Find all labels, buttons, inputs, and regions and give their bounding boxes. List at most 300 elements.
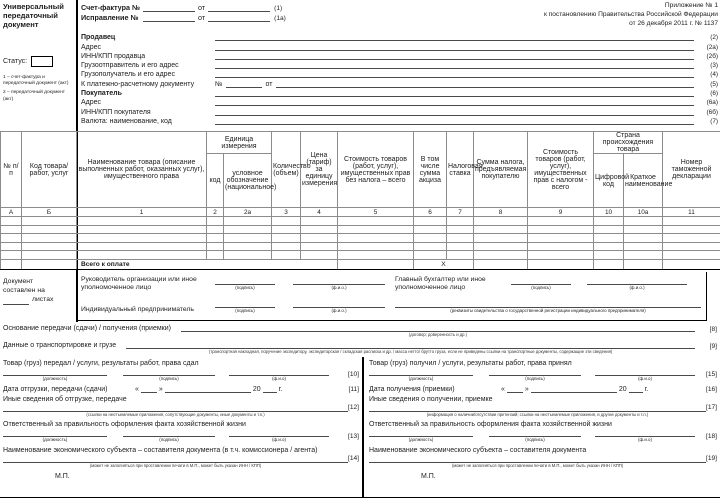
receiver-sign-block (489, 368, 581, 382)
empty-cell[interactable] (272, 225, 301, 234)
receiver-resp-position-caption: (должность) (408, 437, 434, 443)
buyer-inn-row (81, 106, 718, 115)
invoice-number-row (81, 3, 323, 12)
empty-cell[interactable] (447, 217, 474, 226)
receiver-signature-caption: (подпись) (525, 376, 545, 381)
empty-cell[interactable] (528, 225, 594, 234)
shipper-resp-position-block (3, 429, 107, 443)
entrepreneur-signature-field[interactable] (215, 299, 275, 308)
index-a: А (1, 208, 22, 217)
head-name-field[interactable] (293, 276, 385, 285)
head-name-caption: (ф.и.о.) (331, 285, 347, 291)
empty-cell[interactable] (77, 217, 207, 226)
empty-cell[interactable] (594, 217, 624, 226)
shipping-day-field[interactable] (141, 386, 157, 393)
empty-cell[interactable] (301, 251, 338, 260)
empty-cell[interactable] (207, 251, 224, 260)
empty-cell[interactable] (301, 217, 338, 226)
accountant-name-caption: (ф.и.о.) (629, 285, 645, 291)
date-century: 20 (618, 386, 627, 394)
date-year-suffix: г. (644, 386, 649, 394)
payment-doc-row (81, 78, 718, 87)
empty-cell[interactable] (474, 242, 528, 251)
col-header-tax-amount: Сумма налога, предъявляемая покупателю (474, 132, 528, 208)
empty-cell[interactable] (22, 217, 77, 226)
sheets-line-3: листах (32, 296, 54, 304)
empty-cell[interactable] (207, 234, 224, 243)
index-6: 6 (414, 208, 447, 217)
status-row (3, 56, 74, 67)
empty-cell[interactable] (77, 234, 207, 243)
empty-cell[interactable] (414, 217, 447, 226)
shipper-resp-position-caption: (должность) (42, 437, 68, 443)
shipping-other-label: Иные сведения об отгрузке, передаче (3, 396, 127, 404)
head-name-block (293, 276, 385, 291)
receiver-stamp-label: М.П. (421, 472, 436, 480)
empty-cell[interactable] (624, 251, 663, 260)
total-cell-11 (663, 259, 720, 269)
empty-cell[interactable] (22, 234, 77, 243)
receiving-other-label: Иные сведения о получении, приемке (369, 396, 493, 404)
receiving-day-field[interactable] (507, 386, 523, 393)
currency-label: Валюта: наименование, код (81, 117, 172, 125)
receiver-entity-ref: [19] (706, 454, 717, 462)
goods-received-ref: [15] (706, 371, 717, 379)
table-empty-row (1, 217, 720, 226)
seller-inn-ref: (2б) (706, 52, 718, 60)
empty-cell[interactable] (301, 225, 338, 234)
shipper-signature-field[interactable] (123, 368, 215, 376)
empty-cell[interactable] (624, 225, 663, 234)
empty-cell[interactable] (594, 251, 624, 260)
accountant-label: Главный бухгалтер или иное уполномоченное лицо (395, 276, 486, 291)
correction-date-field[interactable] (208, 15, 270, 22)
col-header-unit-code: код (207, 154, 224, 208)
consignor-row (81, 60, 718, 69)
entrepreneur-signature-caption: (подпись) (235, 308, 255, 313)
index-1: 1 (77, 208, 207, 217)
status-label: Статус: (3, 57, 28, 65)
appendix-line-1: Приложение № 1 (664, 2, 718, 9)
col-header-amount-no-tax: Стоимость товаров (работ, услуг), имущественных прав без налога – всего (338, 132, 414, 208)
sheets-note (3, 277, 75, 305)
empty-cell[interactable] (224, 242, 272, 251)
sheets-count-field[interactable] (3, 298, 29, 305)
accountant-name-block (587, 276, 687, 291)
index-9: 9 (528, 208, 594, 217)
empty-cell[interactable] (528, 217, 594, 226)
empty-cell[interactable] (528, 251, 594, 260)
consignor-field[interactable] (215, 62, 694, 69)
empty-cell[interactable] (474, 217, 528, 226)
transfer-basis-ref: [8] (709, 326, 717, 333)
bottom-section (0, 357, 720, 498)
shipper-responsible-label: Ответственный за правильность оформления факта хозяйственной жизни (3, 421, 246, 429)
appendix-note (544, 2, 718, 29)
col-header-excise: В том числе сумма акциза (414, 132, 447, 208)
receiver-position-caption: (должность) (408, 376, 434, 381)
empty-cell[interactable] (224, 217, 272, 226)
shipper-position-field[interactable] (3, 368, 107, 376)
shipping-other-field[interactable] (3, 404, 348, 412)
invoice-line-ref: (1) (274, 5, 283, 12)
receiver-resp-sign-block (489, 429, 581, 443)
col-header-country-code: Цифровой код (594, 154, 624, 208)
empty-cell[interactable] (474, 234, 528, 243)
entrepreneur-name-block (293, 299, 385, 314)
empty-cell[interactable] (338, 251, 414, 260)
receiving-other-field[interactable] (369, 404, 706, 412)
empty-cell[interactable] (624, 217, 663, 226)
empty-cell[interactable] (528, 242, 594, 251)
index-10: 10 (594, 208, 624, 217)
receiver-name-block (595, 368, 695, 382)
empty-cell[interactable] (594, 234, 624, 243)
receiver-resp-position-field[interactable] (369, 429, 473, 437)
accountant-signature-caption: (подпись) (531, 285, 551, 291)
shipping-other-row (3, 404, 359, 418)
shipper-signature-caption: (подпись) (159, 376, 179, 381)
empty-cell[interactable] (528, 234, 594, 243)
empty-cell[interactable] (77, 242, 207, 251)
empty-cell[interactable] (224, 251, 272, 260)
date-close-quote: » (158, 386, 163, 394)
sheets-line-1: Документ (3, 278, 34, 285)
empty-cell[interactable] (22, 251, 77, 260)
transfer-basis-row (3, 324, 717, 338)
receiver-entity-caption: (может не заполняться при проставлении печати в М.П., может быть указан ИНН / КПП) (451, 462, 624, 468)
receiving-other-caption: (информация о наличии/отсутствии претензий; ссылки на неотъемлемые приложения, и другие документы и т.п.) (426, 412, 649, 418)
receiver-resp-signature-caption: (подпись) (525, 437, 545, 443)
table-empty-row (1, 242, 720, 251)
empty-cell[interactable] (338, 217, 414, 226)
head-signature-field[interactable] (215, 276, 275, 285)
seller-address-label: Адрес (81, 43, 102, 51)
empty-cell[interactable] (624, 242, 663, 251)
shipper-resp-name-caption: (ф.и.о) (272, 437, 286, 443)
col-header-item-code: Код товара/ работ, услуг (22, 132, 77, 208)
shipper-name-caption: (ф.и.о) (272, 376, 286, 381)
empty-cell[interactable] (447, 234, 474, 243)
receiver-column (369, 359, 717, 480)
shipper-position-block (3, 368, 107, 382)
correction-line-ref: (1а) (274, 14, 286, 22)
entrepreneur-name-caption: (ф.и.о.) (331, 308, 347, 313)
index-10a: 10а (624, 208, 663, 217)
col-header-country-name: Краткое наименование (624, 154, 663, 208)
invoice-number-field[interactable] (143, 5, 195, 12)
transfer-basis-caption: (договор; доверенность и др.) (408, 332, 468, 337)
shipper-entity-block (3, 455, 348, 469)
shipper-column (3, 359, 359, 480)
seller-inn-row (81, 51, 718, 60)
empty-cell[interactable] (414, 225, 447, 234)
seller-field[interactable] (215, 34, 694, 41)
empty-cell[interactable] (338, 225, 414, 234)
index-8: 8 (474, 208, 528, 217)
empty-cell[interactable] (338, 234, 414, 243)
empty-cell[interactable] (301, 234, 338, 243)
receiving-date-ref: [16] (706, 386, 717, 394)
empty-cell[interactable] (447, 225, 474, 234)
receiving-date-label: Дата получения (приемки) (369, 386, 455, 394)
date-year-suffix: г. (278, 386, 283, 394)
empty-cell[interactable] (414, 234, 447, 243)
empty-cell[interactable] (207, 242, 224, 251)
index-11: 11 (663, 208, 720, 217)
cargo-data-ref: [9] (709, 343, 717, 350)
receiving-month-field[interactable] (531, 386, 617, 393)
empty-cell[interactable] (663, 251, 720, 260)
empty-cell[interactable] (414, 251, 447, 260)
receiver-responsible-trio (369, 429, 717, 443)
empty-cell[interactable] (663, 234, 720, 243)
total-cell-10 (594, 259, 624, 269)
receiver-position-field[interactable] (369, 368, 473, 376)
entrepreneur-name-field[interactable] (293, 299, 385, 308)
total-amount-no-tax-cell[interactable] (338, 259, 414, 269)
receiver-responsible-label: Ответственный за правильность оформления факта хозяйственной жизни (369, 421, 612, 429)
invoice-date-field[interactable] (208, 5, 270, 12)
shipping-date-row (3, 386, 359, 393)
empty-cell[interactable] (77, 251, 207, 260)
total-x-mark: X (414, 259, 474, 269)
empty-cell[interactable] (624, 234, 663, 243)
appendix-line-2: к постановлению Правительства Российской Федерации (543, 10, 718, 18)
transfer-basis-label: Основание передачи (сдачи) / получения (приемки) (3, 325, 171, 332)
correction-date-preposition: от (198, 12, 206, 22)
receiving-year-field[interactable] (629, 386, 643, 393)
total-cell-b (22, 259, 77, 269)
status-box-field[interactable] (31, 56, 53, 67)
receiver-entity-label: Наименование экономического субъекта – составителя документа (369, 446, 587, 454)
table-empty-row (1, 234, 720, 243)
total-cell-10a (624, 259, 663, 269)
receiver-resp-name-field[interactable] (595, 429, 695, 437)
col-header-unit-symbol: условное обозначение (национальное) (224, 154, 272, 208)
buyer-address-field[interactable] (215, 99, 694, 106)
empty-cell[interactable] (224, 234, 272, 243)
seller-address-field[interactable] (215, 44, 694, 51)
shipper-entity-ref: [14] (348, 454, 359, 462)
shipping-other-block (3, 404, 348, 418)
receiving-date-row (369, 386, 717, 393)
shipper-resp-name-field[interactable] (229, 429, 329, 437)
empty-cell[interactable] (663, 225, 720, 234)
registration-caption: (реквизиты свидетельства о государственной регистрации индивидуального предпринимателя) (450, 308, 646, 313)
empty-cell[interactable] (338, 242, 414, 251)
transfer-basis-field[interactable] (181, 324, 695, 332)
empty-cell[interactable] (594, 242, 624, 251)
empty-cell[interactable] (272, 242, 301, 251)
empty-cell[interactable] (272, 234, 301, 243)
buyer-ref: (6) (710, 90, 718, 98)
empty-cell[interactable] (447, 251, 474, 260)
shipper-resp-sign-block (123, 429, 215, 443)
empty-cell[interactable] (224, 225, 272, 234)
cargo-data-block (126, 341, 695, 355)
payment-doc-number-field[interactable] (226, 81, 262, 88)
receiver-resp-name-block (595, 429, 695, 443)
buyer-inn-field[interactable] (215, 109, 694, 116)
currency-row (81, 116, 718, 125)
appendix-line-3: от 26 декабря 2011 г. № 1137 (629, 19, 718, 27)
date-open-quote: « (501, 386, 505, 394)
empty-cell[interactable] (77, 225, 207, 234)
party-fields (81, 32, 718, 125)
col-header-amount-with-tax: Стоимость товаров (работ, услуг), имущественных прав с налогом - всего (528, 132, 594, 208)
empty-cell[interactable] (663, 217, 720, 226)
empty-cell[interactable] (663, 242, 720, 251)
shipper-entity-caption: (может не заполняться при проставлении печати в М.П., может быть указан ИНН / КПП) (89, 462, 262, 468)
buyer-address-row (81, 97, 718, 106)
col-header-npp: № п/п (1, 132, 22, 208)
accountant-name-field[interactable] (587, 276, 687, 285)
empty-cell[interactable] (1, 234, 22, 243)
correction-number-label: Исправление № (81, 12, 139, 22)
shipper-resp-position-field[interactable] (3, 429, 107, 437)
shipper-position-caption: (должность) (42, 376, 68, 381)
transfer-basis-block (181, 324, 695, 338)
empty-cell[interactable] (272, 251, 301, 260)
empty-cell[interactable] (22, 242, 77, 251)
index-2: 2 (207, 208, 224, 217)
shipper-name-field[interactable] (229, 368, 329, 376)
col-header-country-group: Страна происхождения товара (594, 132, 663, 154)
head-accountant-row (81, 276, 701, 292)
seller-inn-field[interactable] (215, 53, 694, 60)
shipping-month-field[interactable] (165, 386, 251, 393)
sidebar (3, 3, 74, 103)
shipping-date-ref: [11] (348, 386, 359, 394)
empty-cell[interactable] (474, 225, 528, 234)
date-close-quote: » (524, 386, 529, 394)
receiver-entity-field[interactable] (369, 455, 706, 463)
entrepreneur-row (81, 299, 701, 314)
shipper-entity-row (3, 455, 359, 469)
items-table (0, 131, 720, 270)
registration-field[interactable] (395, 299, 701, 308)
shipping-other-ref: [12] (348, 404, 359, 412)
shipping-other-caption: (ссылки на неотъемлемые приложения, сопутствующие документы, иные документы и т.п.) (86, 412, 265, 418)
shipper-signature-trio (3, 368, 359, 382)
total-row (1, 259, 720, 269)
buyer-field[interactable] (215, 90, 694, 97)
index-3: 3 (272, 208, 301, 217)
currency-ref: (7) (710, 117, 718, 125)
seller-address-ref: (2а) (706, 43, 718, 51)
empty-cell[interactable] (1, 217, 22, 226)
shipper-resp-name-block (229, 429, 329, 443)
empty-cell[interactable] (594, 225, 624, 234)
receiver-name-caption: (ф.и.о) (638, 376, 652, 381)
empty-cell[interactable] (414, 242, 447, 251)
col-header-unit-group: Единица измерения (207, 132, 272, 154)
bottom-divider (362, 357, 364, 498)
accountant-sign-block (511, 276, 571, 291)
payment-doc-label: К платежно-расчетному документу (81, 80, 195, 88)
signature-box (77, 272, 707, 321)
consignee-label: Грузополучатель и его адрес (81, 71, 175, 79)
status-note-2: 2 – передаточный документ (акт) (3, 90, 65, 102)
head-sign-block (215, 276, 275, 291)
col-header-quantity: Количество (объем) (272, 132, 301, 208)
receiving-other-ref: [17] (706, 404, 717, 412)
sheets-line-2: составлен на (3, 287, 45, 295)
empty-cell[interactable] (1, 225, 22, 234)
receiver-resp-signature-field[interactable] (489, 429, 581, 437)
invoice-number-label: Счет-фактура № (81, 3, 140, 12)
buyer-label: Покупатель (81, 90, 122, 98)
status-note-1: 1 – счет-фактура и передаточный документ (акт) (3, 74, 69, 87)
correction-number-field[interactable] (143, 15, 195, 22)
shipper-entity-field[interactable] (3, 455, 348, 463)
receiver-position-block (369, 368, 473, 382)
shipper-responsible-trio (3, 429, 359, 443)
seller-ref: (2) (710, 34, 718, 42)
date-open-quote: « (135, 386, 139, 394)
goods-received-title: Товар (груз) получил / услуги, результаты работ, права принял (369, 360, 572, 367)
consignor-ref: (3) (710, 62, 718, 70)
currency-field[interactable] (215, 118, 694, 125)
form-title: Универсальный передаточный документ (3, 2, 64, 29)
index-4: 4 (301, 208, 338, 217)
cargo-data-label: Данные о транспортировке и грузе (3, 342, 117, 349)
shipper-stamp-label: М.П. (55, 472, 70, 480)
empty-cell[interactable] (1, 251, 22, 260)
date-century: 20 (252, 386, 261, 394)
empty-cell[interactable] (272, 217, 301, 226)
receiver-signature-trio (369, 368, 717, 382)
registration-block (395, 299, 701, 314)
cargo-data-caption: (транспортная накладная, поручение экспедитору, экспедиторская / складская расписка и др. / масса нетто/ брутто груза, если не приведены ссылки на транспортные документы, содержащие эти сведения) (208, 349, 613, 354)
empty-cell[interactable] (447, 242, 474, 251)
receiver-entity-row (369, 455, 717, 469)
total-cell-a (1, 259, 22, 269)
shipper-sign-block (123, 368, 215, 382)
shipper-resp-signature-field[interactable] (123, 429, 215, 437)
cargo-data-field[interactable] (126, 341, 695, 349)
total-label: Всего к оплате (77, 259, 338, 269)
shipping-year-field[interactable] (263, 386, 277, 393)
payment-doc-ref: (5) (710, 80, 718, 88)
table-empty-row (1, 251, 720, 260)
empty-cell[interactable] (22, 225, 77, 234)
payment-doc-date-field[interactable] (276, 81, 694, 88)
accountant-signature-field[interactable] (511, 276, 571, 285)
shipper-name-block (229, 368, 329, 382)
total-tax-amount-cell[interactable] (474, 259, 528, 269)
seller-address-row (81, 41, 718, 50)
buyer-inn-ref: (6б) (706, 108, 718, 116)
empty-cell[interactable] (207, 225, 224, 234)
consignor-label: Грузоотправитель и его адрес (81, 62, 179, 70)
col-header-tax-rate: Налоговая ставка (447, 132, 474, 208)
receiver-name-field[interactable] (595, 368, 695, 376)
index-5: 5 (338, 208, 414, 217)
receiver-resp-name-caption: (ф.и.о) (638, 437, 652, 443)
consignee-field[interactable] (215, 71, 694, 78)
total-amount-with-tax-cell[interactable] (528, 259, 594, 269)
receiving-other-row (369, 404, 717, 418)
cargo-data-row (3, 341, 717, 355)
receiver-signature-field[interactable] (489, 368, 581, 376)
empty-cell[interactable] (474, 251, 528, 260)
empty-cell[interactable] (301, 242, 338, 251)
empty-cell[interactable] (1, 242, 22, 251)
empty-cell[interactable] (207, 217, 224, 226)
shipper-entity-label: Наименование экономического субъекта – составителя документа (в т.ч. комиссионера / агента) (3, 446, 318, 454)
